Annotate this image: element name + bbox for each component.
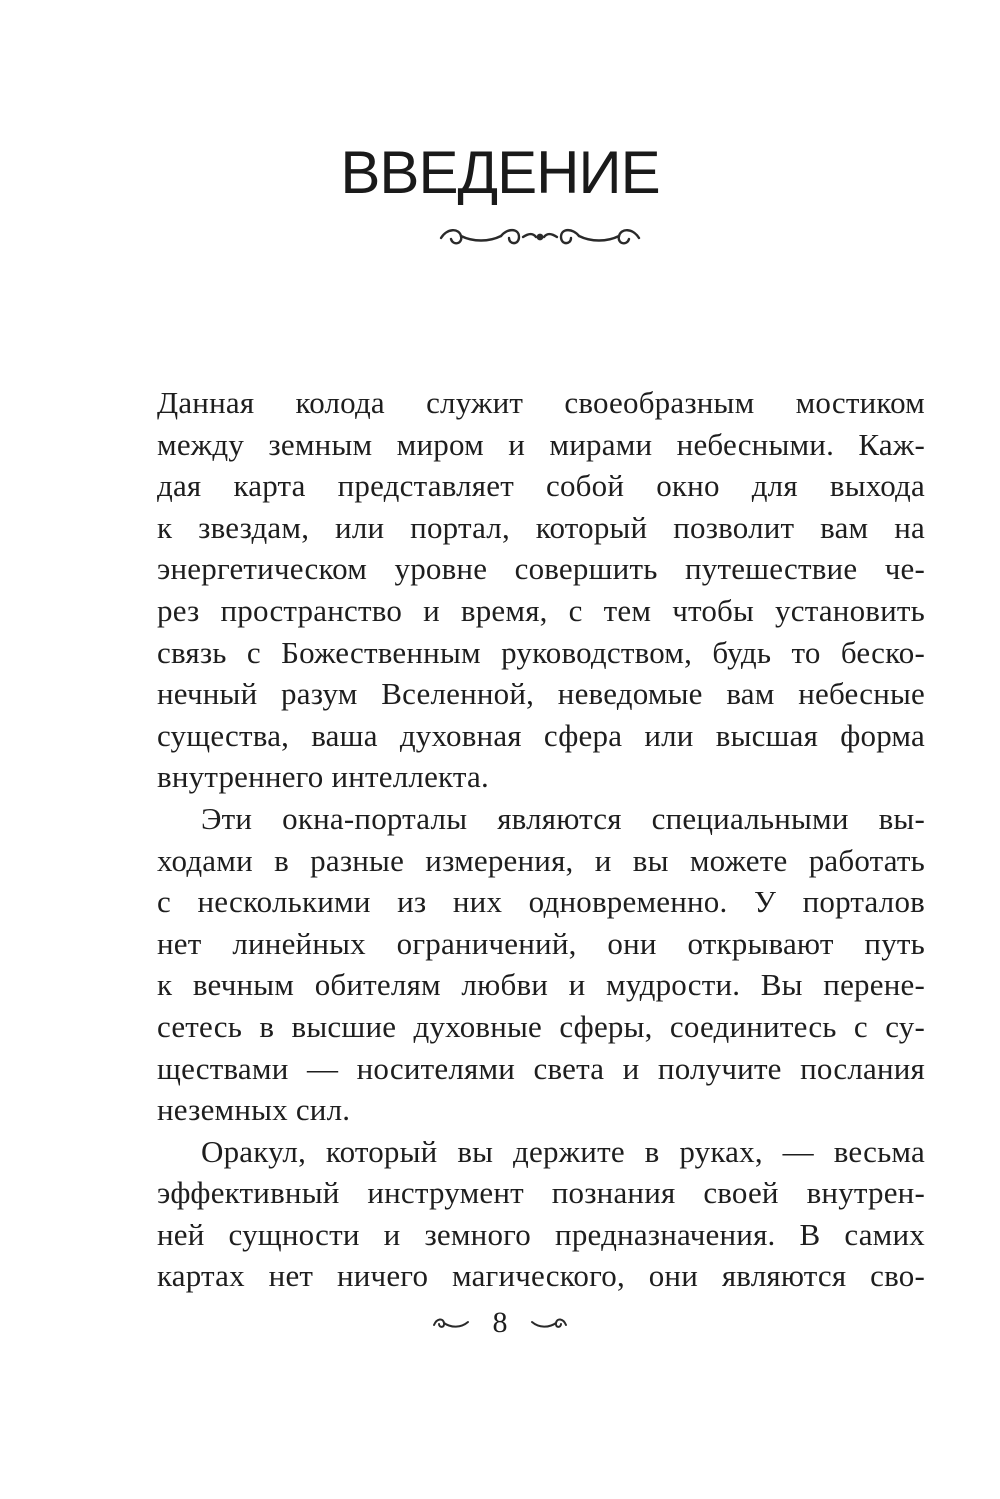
text-line: нечный разум Вселенной, неведомые вам небесные (157, 676, 925, 712)
flourish-ornament-icon (437, 220, 643, 254)
paragraph-1 (157, 382, 925, 798)
text-line: с несколькими из них одновременно. У порталов (157, 884, 925, 920)
text-line: ней сущности и земного предназначения. В самих (157, 1216, 925, 1252)
text-line: картах нет ничего магического, они являются сво- (157, 1258, 925, 1294)
text-line: Эти окна-порталы являются специальными вы- (201, 800, 925, 836)
text-line: ществами — носителями света и получите послания (157, 1050, 925, 1086)
page-footer (0, 1304, 1000, 1340)
text-line: к вечным обителям любви и мудрости. Вы перене- (157, 967, 925, 1003)
left-swirl-icon (431, 1313, 471, 1333)
right-swirl-icon (529, 1313, 569, 1333)
text-line: Данная колода служит своеобразным мостиком (157, 385, 925, 420)
page-title: ВВЕДЕНИЕ (340, 139, 660, 206)
text-line: Оракул, который вы держите в руках, — весьма (201, 1133, 925, 1169)
text-line: связь с Божественным руководством, будь то беско- (157, 634, 925, 670)
text-line: дая карта представляет собой окно для выхода (157, 468, 925, 504)
text-line: ходами в разные измерения, и вы можете работать (157, 842, 925, 878)
text-line: рез пространство и время, с тем чтобы установить (157, 592, 925, 628)
text-line: между земным миром и мирами небесными. Каж- (157, 426, 925, 462)
text-line: к звездам, или портал, который позволит вам на (157, 509, 925, 545)
paragraph-3 (157, 1131, 925, 1297)
paragraph-2 (157, 798, 925, 1131)
page-number: 8 (492, 1306, 508, 1340)
text-line: энергетическом уровне совершить путешествие че- (157, 551, 925, 587)
text-line: сетесь в высшие духовные сферы, соединитесь с су- (157, 1008, 925, 1044)
text-line: нет линейных ограничений, они открывают путь (157, 925, 925, 961)
text-line: эффективный инструмент познания своей внутрен- (157, 1175, 925, 1211)
body-text (157, 382, 925, 1297)
text-line: неземных сил. (157, 1092, 351, 1128)
text-line: внутреннего интеллекта. (157, 759, 489, 795)
text-line: существа, ваша духовная сфера или высшая форма (157, 717, 925, 753)
